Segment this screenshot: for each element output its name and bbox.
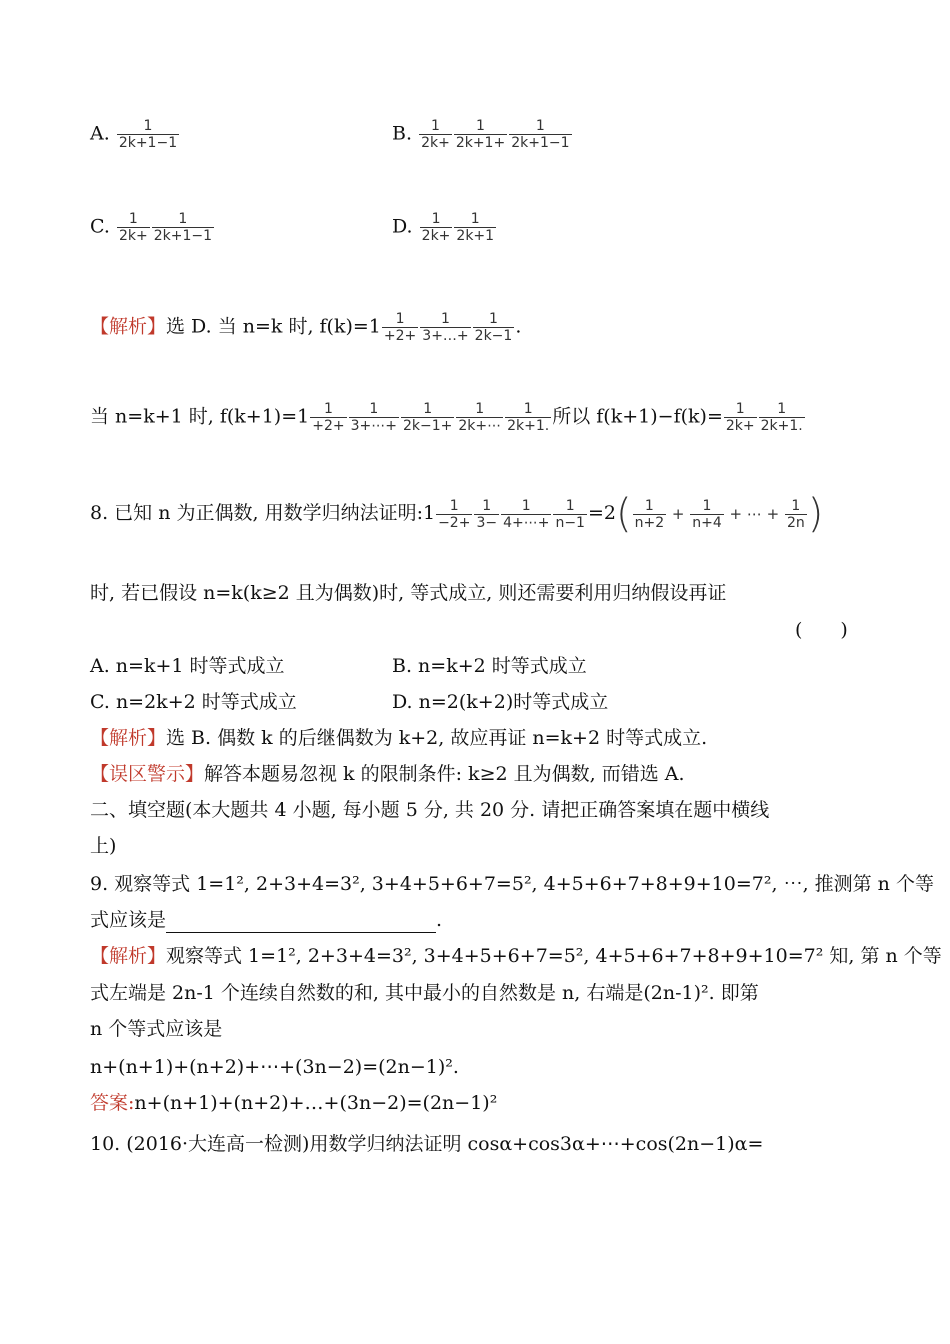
fraction: $\frac{1}{2k+\cdots}$ <box>458 401 502 434</box>
fraction: $\frac{1}{n-1}$ <box>555 497 585 531</box>
q7-option-c: C. $\frac{1}{2k+}$ $\frac{1}{2k+1-1}$ <box>90 211 212 244</box>
fraction: $\frac{1}{+2+}$ <box>312 401 345 434</box>
fraction: $\frac{1}{2k+}$ <box>725 401 755 434</box>
q9-solution-line4: n+(n+1)+(n+2)+⋯+(3n−2)=(2n−1)². <box>90 1056 459 1078</box>
fraction: $\frac{1}{2k+1+}$ <box>455 118 506 151</box>
q8-option-b: B. n=k+2 时等式成立 <box>392 655 587 677</box>
section2-heading: 二、填空题(本大题共 4 小题, 每小题 5 分, 共 20 分. 请把正确答案填在题中横线 <box>90 799 770 821</box>
fraction: $\frac{1}{2k+1.}$ <box>760 401 803 434</box>
fraction: $\frac{1}{+2+}$ <box>383 311 417 344</box>
q9-solution-line3: n 个等式应该是 <box>90 1018 223 1040</box>
fraction: $\frac{1}{2k+1-1}$ <box>153 211 212 244</box>
solution-tag: 【解析】 <box>90 945 167 967</box>
q8-solution: 【解析】选 B. 偶数 k 的后继偶数为 k+2, 故应再证 n=k+2 时等式成立. <box>90 727 708 749</box>
q8-option-c: C. n=2k+2 时等式成立 <box>90 691 297 713</box>
q8-line2: 时, 若已假设 n=k(k≥2 且为偶数)时, 等式成立, 则还需要利用归纳假设再证 <box>90 582 727 604</box>
fraction: $\frac{1}{2n}$ <box>786 497 805 531</box>
q8-option-a: A. n=k+1 时等式成立 <box>90 655 285 677</box>
q8-stem: 8. 已知 n 为正偶数, 用数学归纳法证明:1 $\frac{1}{-2+}$ $\frac{1}{3-}$ $\frac{1}{4+\cdots+}$ $\frac{1}{n-1}$ =2( $\frac{1}{n+2}$ + $\frac{1}{n+4}$ + ⋯ + $\frac{1}{2n}$ ) <box>90 491 824 537</box>
q7-solution-line1: 【解析】选 D. 当 n=k 时, f(k)=1 $\frac{1}{+2+}$ $\frac{1}{3+\dots+}$ $\frac{1}{2k-1}$ . <box>90 311 522 344</box>
fraction: $\frac{1}{3+\cdots+}$ <box>350 401 397 434</box>
warning-tag: 【误区警示】 <box>90 763 205 785</box>
solution-tag: 【解析】 <box>90 727 167 749</box>
q9-stem-cont: 式应该是 . <box>90 909 443 931</box>
fraction: $\frac{1}{3+\dots+}$ <box>422 311 469 344</box>
section2-heading-cont: 上) <box>90 835 117 857</box>
q10-stem: 10. (2016·大连高一检测)用数学归纳法证明 cosα+cos3α+⋯+cos(2n−1)α= <box>90 1133 764 1155</box>
fraction: $\frac{1}{3-}$ <box>476 497 498 531</box>
answer-paren: ( ) <box>795 619 848 641</box>
fraction: $\frac{1}{n+4}$ <box>692 497 722 531</box>
fraction: $\frac{1}{2k+1-1}$ <box>511 118 570 151</box>
solution-tag: 【解析】 <box>90 315 167 338</box>
fraction: $\frac{1}{2k+1-1}$ <box>118 118 178 151</box>
fraction: $\frac{1}{2k+1.}$ <box>507 401 550 434</box>
q7-option-b: B. $\frac{1}{2k+}$ $\frac{1}{2k+1+}$ $\frac{1}{2k+1-1}$ <box>392 118 570 151</box>
fraction: $\frac{1}{2k+}$ <box>421 211 451 244</box>
q8-option-d: D. n=2(k+2)时等式成立 <box>392 691 609 713</box>
fraction: $\frac{1}{2k+}$ <box>421 118 450 151</box>
q7-option-a: A. $\frac{1}{2k+1-1}$ <box>90 118 178 151</box>
q7-option-d: D. $\frac{1}{2k+}$ $\frac{1}{2k+1}$ <box>392 211 495 244</box>
fraction: $\frac{1}{4+\cdots+}$ <box>503 497 550 531</box>
q8-warning: 【误区警示】解答本题易忽视 k 的限制条件: k≥2 且为偶数, 而错选 A. <box>90 763 685 785</box>
fraction: $\frac{1}{2k-1+}$ <box>402 401 453 434</box>
q9-answer: 答案:n+(n+1)+(n+2)+…+(3n−2)=(2n−1)² <box>90 1092 498 1114</box>
answer-tag: 答案: <box>90 1092 135 1114</box>
fraction: $\frac{1}{2k+1}$ <box>456 211 495 244</box>
q9-solution-line1: 【解析】观察等式 1=1², 2+3+4=3², 3+4+5+6+7=5², 4+5+6+7+8+9+10=7² 知, 第 n 个等 <box>90 945 942 967</box>
q9-stem: 9. 观察等式 1=1², 2+3+4=3², 3+4+5+6+7=5², 4+5+6+7+8+9+10=7², ⋯, 推测第 n 个等 <box>90 873 934 895</box>
fraction: $\frac{1}{2k-1}$ <box>474 311 513 344</box>
fraction: $\frac{1}{2k+}$ <box>118 211 148 244</box>
right-paren: ) <box>807 491 824 537</box>
answer-blank <box>166 912 436 933</box>
fraction: $\frac{1}{n+2}$ <box>634 497 665 531</box>
q9-solution-line2: 式左端是 2n-1 个连续自然数的和, 其中最小的自然数是 n, 右端是(2n-1)². 即第 <box>90 982 759 1004</box>
q7-solution-line2: 当 n=k+1 时, f(k+1)=1 $\frac{1}{+2+}$ $\frac{1}{3+\cdots+}$ $\frac{1}{2k-1+}$ $\frac{1}{2k+\cdots}$ $\frac{1}{2k+1.}$ 所以 f(k+1)−f(k)= $\frac{1}{2k+}$ $\frac{1}{2k+1.}$ <box>90 401 803 434</box>
fraction: $\frac{1}{-2+}$ <box>438 497 471 531</box>
left-paren: ( <box>615 491 632 537</box>
